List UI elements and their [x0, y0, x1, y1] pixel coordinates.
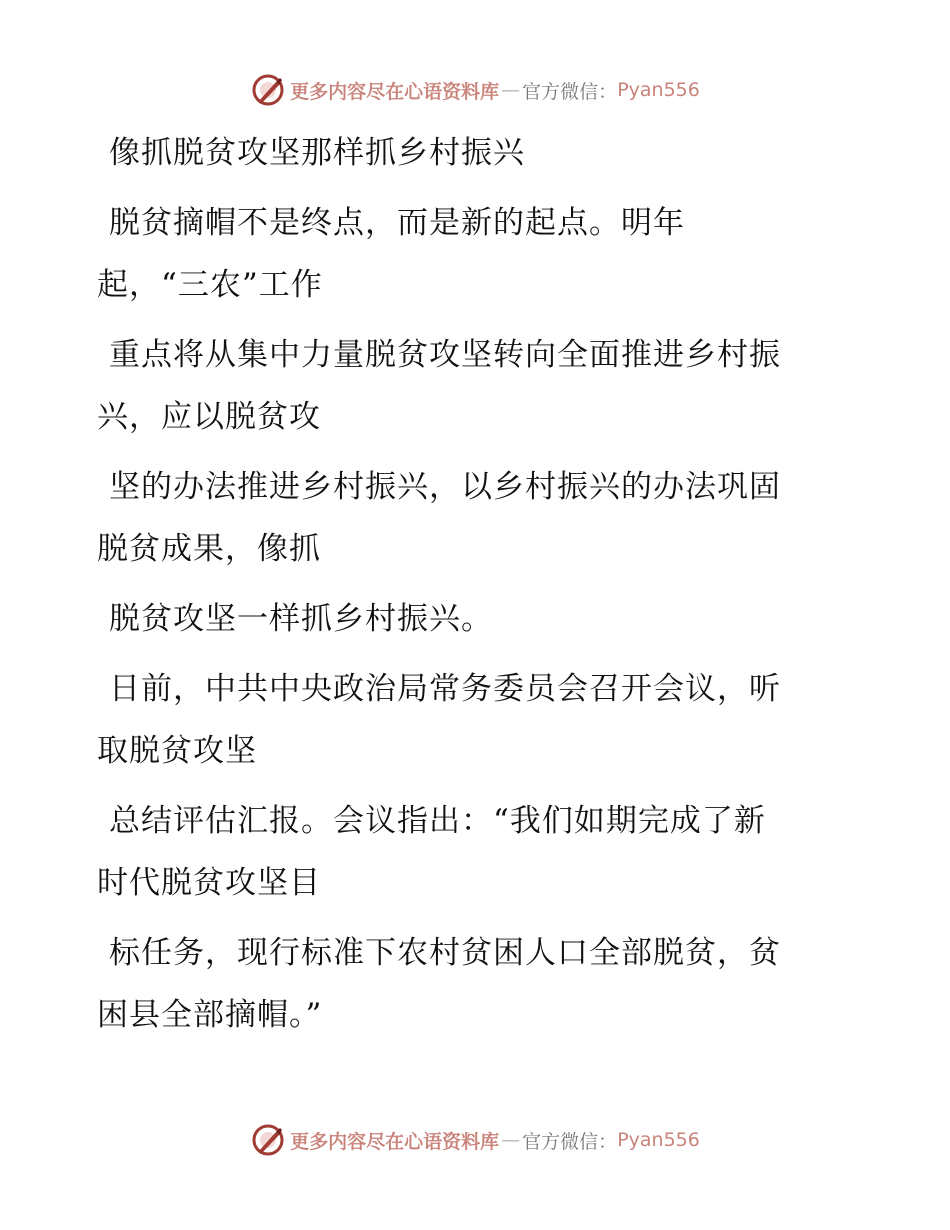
paragraph-line: 取脱贫攻坚	[97, 733, 257, 769]
paragraph-line: 困县全部摘帽。”	[97, 997, 323, 1033]
watermark-wechat-id: Pyan556	[617, 79, 700, 101]
paragraph	[97, 192, 832, 316]
watermark-wechat-label: 官方微信：	[522, 1130, 618, 1153]
paragraph-line: 脱贫成果，像抓	[97, 531, 321, 567]
paragraph-line: 起，“三农”工作	[97, 267, 323, 303]
paragraph	[97, 324, 832, 448]
watermark-dash: —	[501, 79, 521, 101]
watermark-wechat-id: Pyan556	[617, 1129, 700, 1151]
paragraph-line: 总结评估汇报。会议指出：“我们如期完成了新	[109, 803, 766, 839]
paragraph-line: 日前，中共中央政治局常务委员会召开会议，听	[109, 671, 781, 707]
watermark-text: 更多内容尽在心语资料库	[290, 1130, 500, 1153]
paragraph-line: 坚的办法推进乡村振兴，以乡村振兴的办法巩固	[109, 469, 781, 505]
paragraph-line: 脱贫攻坚一样抓乡村振兴。	[109, 601, 493, 637]
paragraph-line: 标任务，现行标准下农村贫困人口全部脱贫，贫	[109, 935, 781, 971]
logo-icon	[250, 72, 286, 108]
paragraph-line: 重点将从集中力量脱贫攻坚转向全面推进乡村振	[109, 337, 781, 373]
header-watermark	[0, 70, 950, 110]
paragraph-line: 脱贫摘帽不是终点，而是新的起点。明年	[109, 205, 685, 241]
paragraph	[97, 122, 832, 184]
watermark-text: 更多内容尽在心语资料库	[290, 80, 500, 103]
paragraph-line: 像抓脱贫攻坚那样抓乡村振兴	[109, 135, 525, 171]
paragraph	[97, 456, 832, 580]
watermark-dash: —	[501, 1129, 521, 1151]
paragraph	[97, 922, 832, 1046]
paragraph	[97, 790, 832, 914]
watermark-wechat-label: 官方微信：	[522, 80, 618, 103]
paragraph-line: 时代脱贫攻坚目	[97, 865, 321, 901]
paragraph	[97, 588, 832, 650]
document-body	[97, 122, 832, 1054]
paragraph-line: 兴，应以脱贫攻	[97, 399, 321, 435]
logo-icon	[250, 1122, 286, 1158]
footer-watermark	[0, 1120, 950, 1160]
paragraph	[97, 658, 832, 782]
